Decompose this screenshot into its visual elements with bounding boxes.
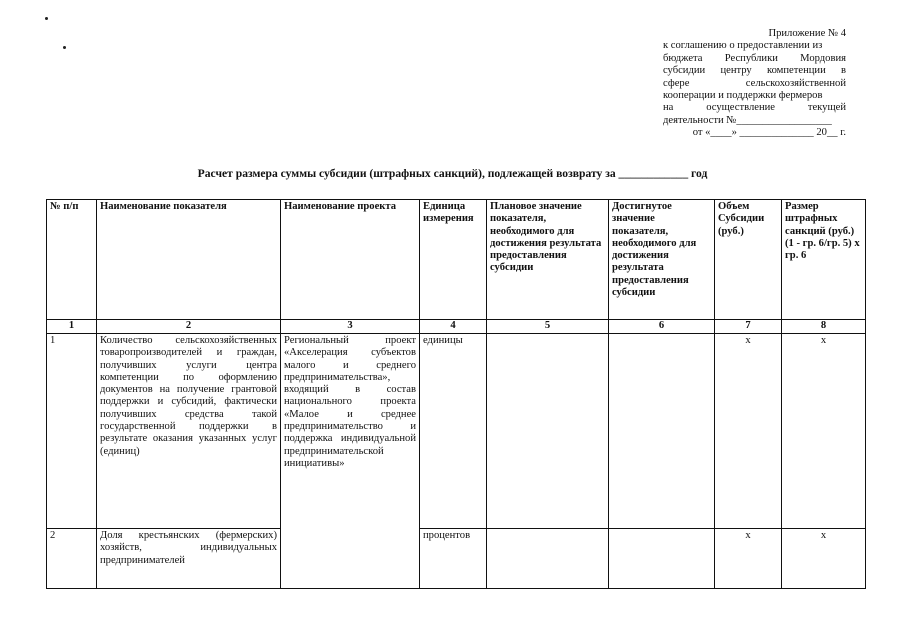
row-num: 1	[47, 334, 97, 529]
header-num: № п/п	[47, 200, 97, 320]
appendix-line: бюджета Республики Мордовия	[663, 52, 846, 64]
row-penalty: х	[782, 334, 866, 529]
row-achieved	[609, 334, 715, 529]
header-project: Наименование проекта	[281, 200, 420, 320]
row-planned	[487, 529, 609, 589]
row-penalty: х	[782, 529, 866, 589]
column-number: 4	[420, 320, 487, 334]
row-indicator: Количество сельскохозяйственных товаропроизводителей и граждан, получивших услуги центра компетенции по оформлению документов на получение грантовой поддержки и субсидий, фактически получивших средства такой государственной поддержки в результате оказания указанных услуг (единиц)	[97, 334, 281, 529]
appendix-number: Приложение № 4	[768, 28, 846, 39]
subsidy-table	[46, 199, 866, 589]
header-volume: Объем Субсидии (руб.)	[715, 200, 782, 320]
header-planned: Плановое значение показателя, необходимого для достижения результата предоставления субсидии	[487, 200, 609, 320]
appendix-line: на осуществление текущей	[663, 102, 846, 114]
appendix-line: субсидии центру компетенции в	[663, 65, 846, 77]
row-volume: х	[715, 529, 782, 589]
row-unit: процентов	[420, 529, 487, 589]
header-row	[47, 200, 866, 320]
table-row	[47, 334, 866, 529]
row-volume: х	[715, 334, 782, 529]
scan-speck	[45, 17, 48, 20]
row-num: 2	[47, 529, 97, 589]
column-number: 2	[97, 320, 281, 334]
column-number-row	[47, 320, 866, 334]
appendix-line: кооперации и поддержки фермеров	[663, 90, 823, 102]
scan-speck	[63, 46, 66, 49]
row-indicator: Доля крестьянских (фермерских) хозяйств, индивидуальных предпринимателей	[97, 529, 281, 589]
header-penalty: Размер штрафных санкций (руб.) (1 - гр. 6/гр. 5) х гр. 6	[782, 200, 866, 320]
column-number: 1	[47, 320, 97, 334]
appendix-agreement-number: деятельности №__________________	[663, 114, 832, 126]
header-indicator: Наименование показателя	[97, 200, 281, 320]
document-title: Расчет размера суммы субсидии (штрафных санкций), подлежащей возврату за ____________ год	[197, 167, 708, 180]
row-project: Региональный проект «Акселерация субъектов малого и среднего предпринимательства», входящий в состав национального проекта «Малое и среднее предпринимательство и поддержка индивидуальной предпринимательской инициативы»	[281, 334, 420, 589]
header-achieved: Достигнутое значение показателя, необходимого для достижения результата предоставления субсидии	[609, 200, 715, 320]
appendix-block	[663, 28, 846, 140]
column-number: 6	[609, 320, 715, 334]
column-number: 3	[281, 320, 420, 334]
appendix-line: к соглашению о предоставлении из	[663, 40, 823, 52]
row-planned	[487, 334, 609, 529]
appendix-line: сфере сельскохозяйственной	[663, 77, 846, 89]
table-row	[47, 529, 866, 589]
column-number: 7	[715, 320, 782, 334]
column-number: 8	[782, 320, 866, 334]
column-number: 5	[487, 320, 609, 334]
row-achieved	[609, 529, 715, 589]
header-unit: Единица измерения	[420, 200, 487, 320]
appendix-date: от «____» ______________ 20__ г.	[692, 127, 846, 139]
row-unit: единицы	[420, 334, 487, 529]
